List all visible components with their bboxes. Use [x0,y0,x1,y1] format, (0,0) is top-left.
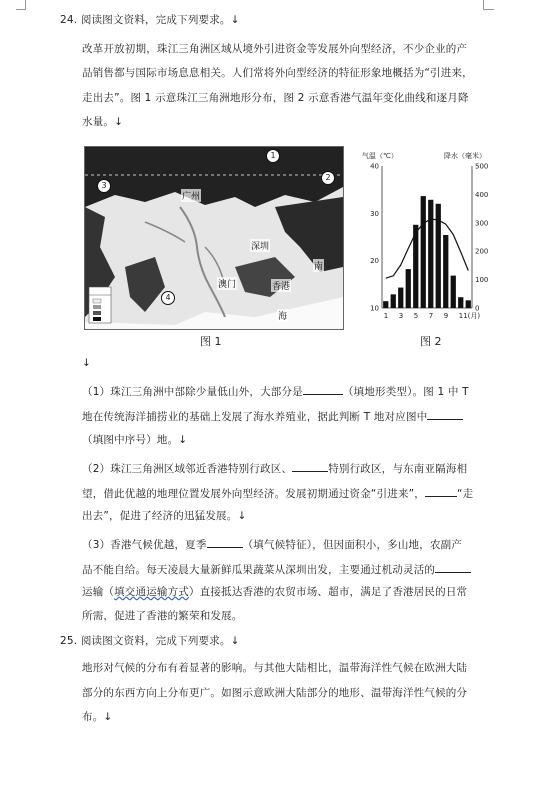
precipitation-bar [451,276,456,308]
q24-2-line3: 出去”，促进了经济的迅猛发展。↓ [82,510,247,522]
right-tick-label: 200 [475,247,489,256]
q24-2-text-b: 特别行政区，与东南亚隔海相 [328,463,468,475]
q24-3-line1 [82,536,462,552]
right-tick-label: 400 [475,190,489,199]
q25-intro-2: 部分的东西方向上分布更广。如图示意欧洲大陆部分的地形、温带海洋性气候的分 [82,687,468,699]
q24-3-text-e: ）直接抵达香港的农贸市场、超市，满足了香港居民的日常 [189,586,468,598]
left-tick-label: 20 [370,257,379,266]
crop-mark-right-h [484,9,494,10]
q24-3-line4: 所需，促进了香港的繁荣和发展。 [82,610,243,622]
q24-1-text-b: （填地形类型）。图 1 中 T [342,386,469,398]
q24-1-text-a: （1）珠江三角洲中部除少量低山外，大部分是 [82,386,303,398]
right-tick-label: 300 [475,219,489,228]
right-tick-label: 500 [475,162,489,171]
left-tick-label: 40 [370,162,379,171]
q24-2-line1 [82,460,467,476]
temperature-line [386,219,469,278]
q24-2-text-a: （2）珠江三角洲区域邻近香港特别行政区、 [82,463,293,475]
left-tick-label: 30 [370,209,379,218]
answer-blank-climate[interactable] [207,536,243,548]
precipitation-bar [421,196,426,308]
q24-intro-1: 改革开放初期，珠江三角洲区域从境外引进资金等发展外向型经济，不少企业的产 [82,43,468,55]
figure-2-caption: 图 2 [420,335,442,348]
q24-intro-4: 水量。↓ [82,116,124,128]
label-guangzhou: 广州 [181,189,201,202]
q24-header: 24. 阅读图文资料，完成下列要求。↓ [60,14,240,26]
q24-1-line1 [82,383,469,399]
terrain-map [84,146,344,330]
marker-1: 1 [266,149,280,163]
q25-intro-1: 地形对气候的分布有着显著的影响。与其他大陆相比，温带海洋性气候在欧洲大陆 [82,662,468,674]
q24-1-text-c: 地在传统海洋捕捞业的基础上发展了海水养殖业，据此判断 T 地对应图中 [82,411,428,423]
q24-1-line2 [82,408,463,424]
figure-1-caption: 图 1 [200,335,222,348]
precipitation-bar [466,300,471,308]
marker-3: 3 [97,179,111,193]
precipitation-bar [443,235,448,308]
q24-intro-3: 走出去”。图 1 示意珠江三角洲地形分布，图 2 示意香港气温年变化曲线和逐月降 [82,92,469,104]
q24-3-text-b: （填气候特征），但因面积小，多山地，农副产 [242,539,463,551]
label-aomen: 澳门 [217,277,237,290]
precipitation-bar [383,301,388,308]
x-tick-label: 7 [428,312,434,320]
q24-2-text-d: “走 [456,488,474,500]
x-tick-label: 3 [398,312,404,320]
answer-blank-location[interactable] [427,408,463,420]
label-shenzhen: 深圳 [250,239,270,252]
crop-mark-left-h [16,9,26,10]
q24-2-text-c: 望，借此优越的地理位置发展外向型经济。发展初期通过资金“引进来”， [82,488,425,500]
answer-blank-transport[interactable] [435,561,471,573]
x-tick-label: 1 [383,312,389,320]
precipitation-bar [406,269,411,308]
x-tick-label: 11(月) [458,312,481,320]
q24-3-line3 [82,585,467,599]
map-graphic [85,147,343,329]
marker-2: 2 [321,171,335,185]
x-tick-label: 9 [443,312,449,320]
q25-header: 25. 阅读图文资料，完成下列要求。↓ [60,635,240,647]
q24-3-text-a: （3）香港气候优越，夏季 [82,539,207,551]
precipitation-bar [391,294,396,308]
q24-3-text-c: 品不能自给。每天凌晨大量新鲜瓜果蔬菜从深圳出发，主要通过机动灵活的 [82,564,436,576]
x-tick-label: 5 [413,312,419,320]
climate-chart [360,148,508,328]
right-tick-label: 100 [475,276,489,285]
answer-blank-region[interactable] [292,460,328,472]
q24-intro-2: 品销售都与国际市场息息相关。人们常将外向型经济的特征形象地概括为“引进来， [82,67,473,79]
answer-blank-goods[interactable] [425,485,457,497]
label-nan: 南 [313,259,324,272]
left-tick-label: 10 [370,304,379,313]
left-axis-label: 气温（℃） [362,152,398,160]
q24-1-line3: （填图中序号）地。↓ [82,434,188,446]
return-mark: ↓ [82,357,91,369]
label-xianggang: 香港 [271,279,291,292]
right-tick-label: 0 [475,304,480,313]
q24-3-text-wavy: 填交通运输方式 [114,586,190,598]
precipitation-bar [428,200,433,308]
q25-intro-3: 布。↓ [82,711,113,723]
right-axis-label: 降水（毫米） [444,152,486,160]
q24-3-line2 [82,561,471,577]
precipitation-bar [458,297,463,308]
marker-4: 4 [161,291,175,305]
precipitation-bar [398,288,403,308]
answer-blank-terrain[interactable] [303,383,343,395]
q24-2-line2 [82,485,473,501]
label-hai: 海 [277,309,288,322]
q24-3-text-d: 运输（ [82,586,115,598]
